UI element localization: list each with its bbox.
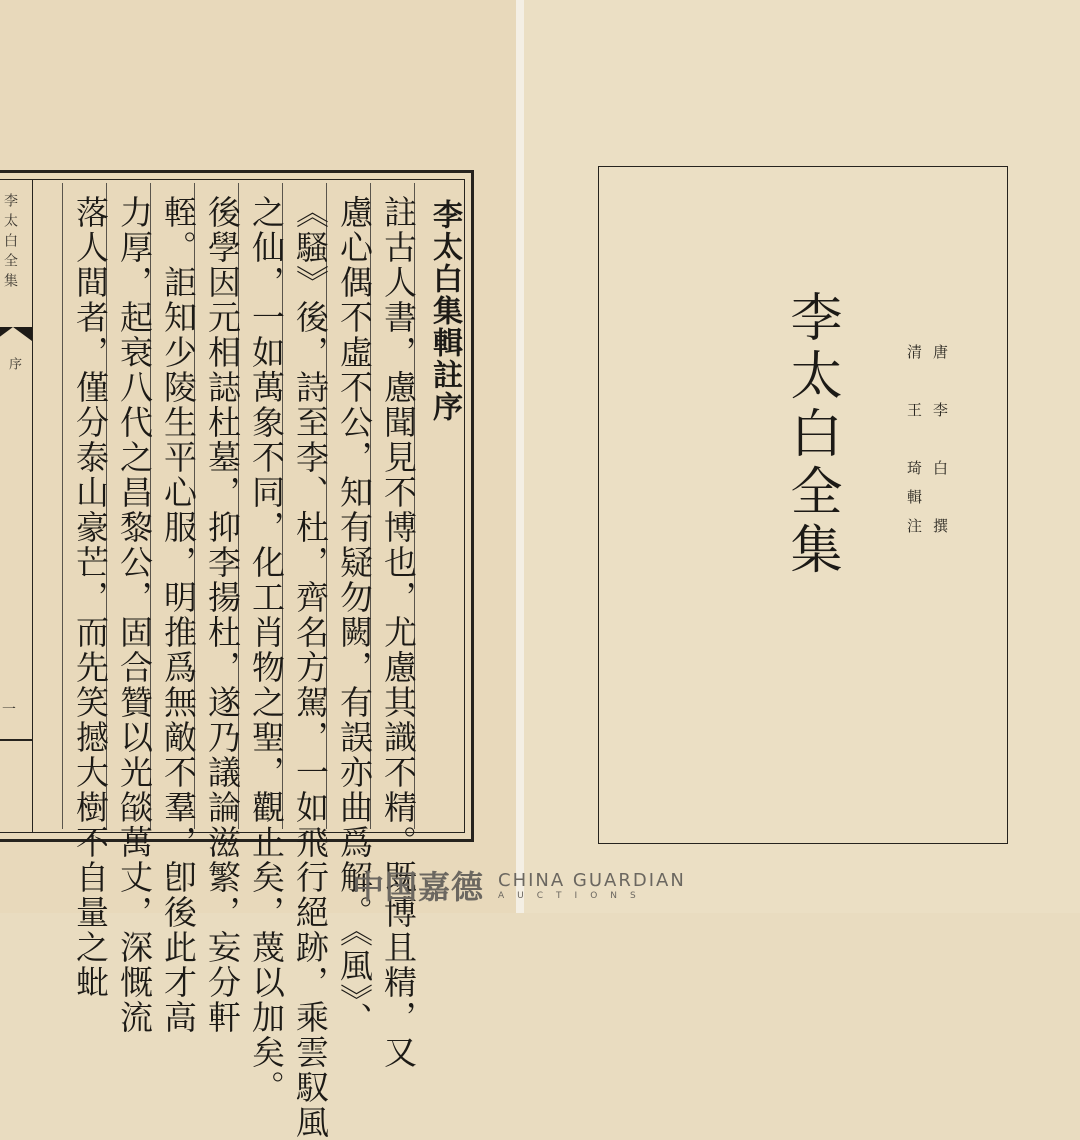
margin-page-number: 一 [2, 702, 16, 718]
preface-title: 李太白集輯註序 [427, 199, 462, 423]
fish-tail-mark [0, 327, 32, 341]
right-page [524, 0, 1080, 913]
left-page [0, 0, 516, 1140]
text-column [150, 183, 198, 1035]
margin-section: 序 [6, 357, 21, 388]
auction-watermark [352, 862, 686, 908]
text-column-1: 註古人書，慮聞見不博也，尤慮其識不精。既博且精，又 [379, 195, 418, 1070]
watermark-chinese: 中国嘉德 [352, 868, 485, 906]
text-column [282, 183, 330, 1140]
text-column [370, 183, 418, 1070]
watermark-english-bottom: AUCTIONS [498, 890, 649, 901]
text-column [326, 183, 374, 1037]
text-column-4: 之仙，一如萬象不同，化工肖物之聖，觀止矣，蔑以加矣。 [247, 195, 286, 1105]
text-column [62, 183, 110, 1000]
text-column-8: 落人間者，僅分泰山豪芒，而先笑撼大樹不自量之蚍 [71, 195, 110, 1000]
page-margin-strip [0, 179, 33, 833]
book-gutter [516, 0, 524, 913]
text-column [238, 183, 286, 1105]
text-column-7: 力厚，起衰八代之昌黎公，固合贊以光燄萬丈，深慨流 [115, 195, 154, 1035]
book-title: 李太白全集 [781, 290, 841, 580]
margin-rule [0, 739, 32, 741]
author-line-tang: 唐 李 白 撰 [931, 344, 949, 547]
text-column [194, 183, 242, 1035]
watermark-english [498, 870, 686, 901]
text-column-2: 慮心偶不虛不公，知有疑勿闕，有誤亦曲爲解。《風》、 [335, 195, 374, 1037]
author-line-qing: 清 王 琦輯注 [905, 344, 923, 547]
margin-book-title: 李太白全集 [2, 193, 18, 293]
text-column-3: 《騷》後，詩至李、杜，齊名方駕，一如飛行絕跡，乘雲馭風 [291, 195, 330, 1140]
watermark-english-top: CHINA GUARDIAN [498, 869, 686, 891]
text-column-5: 後學因元相誌杜墓，抑李揚杜，遂乃議論滋繁，妄分軒 [203, 195, 242, 1035]
text-column [106, 183, 154, 1035]
title-column [414, 183, 462, 829]
text-column-6: 輊。詎知少陵生平心服，明推爲無敵不羣，卽後此才高 [159, 195, 198, 1035]
